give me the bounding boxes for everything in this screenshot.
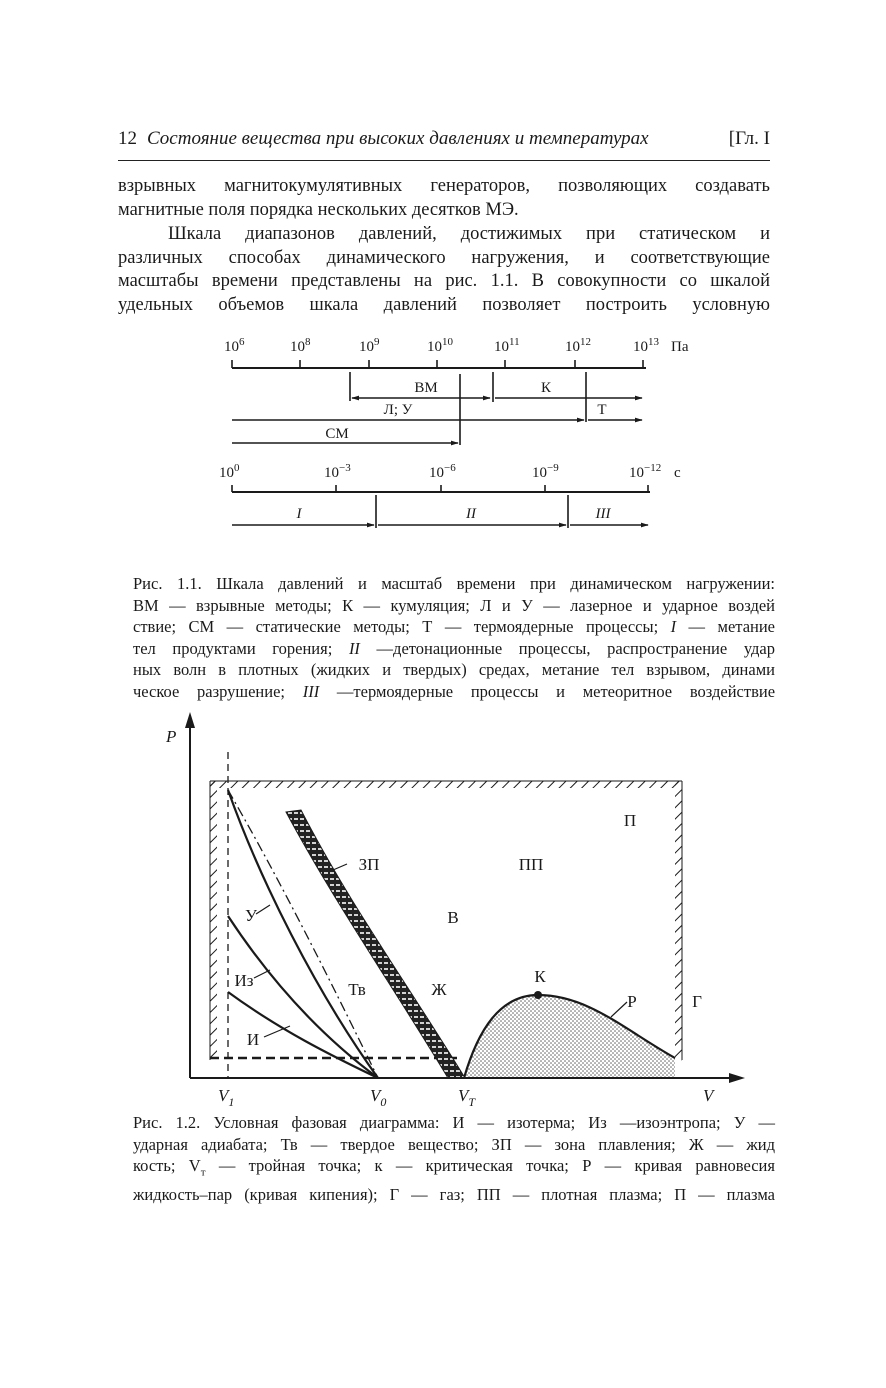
text-line: удельных объемов шкала давлений позволяет построить условную: [118, 294, 770, 315]
time-range-i: I: [296, 506, 302, 522]
liquid-vapour-dome: [464, 995, 675, 1078]
chapter-title: Состояние вещества при высоких давлениях и температурах: [147, 128, 649, 149]
label-critical: К: [534, 967, 546, 986]
label-isotherm: И: [246, 1030, 260, 1049]
range-label-t: Т: [597, 402, 607, 418]
label-v-region: В: [447, 908, 459, 927]
label-plasma: П: [623, 811, 637, 830]
caption-line: жидкость–пар (кривая кипения); Г — газ; ПП — плотная плазма; П — плазма: [133, 1184, 775, 1204]
pressure-tick-label: $10^6$: [224, 336, 245, 355]
range-label-sm: СМ: [325, 426, 349, 442]
v1-label: $V_1$: [218, 1086, 235, 1109]
range-label-vm: ВМ: [414, 380, 438, 396]
caption-line: ных волн в плотных (жидких и твердых) средах, метание тел взрывом, динами: [133, 660, 775, 679]
time-unit: с: [674, 465, 681, 481]
label-shock: У: [244, 906, 258, 925]
axis-v-label: V: [703, 1086, 714, 1105]
pressure-tick-label: $10^8$: [290, 336, 311, 355]
pressure-tick-label: $10^{12}$: [565, 336, 591, 355]
label-gas: Г: [692, 992, 702, 1011]
time-tick-label: $10^{-3}$: [324, 462, 351, 481]
time-range-iii: III: [595, 506, 611, 522]
caption-line: кость; $V_т$ — тройная точка; к — критическая точка; Р — кривая равновесия: [133, 1156, 775, 1179]
label-liquid: Ж: [431, 980, 447, 999]
pressure-tick-label: $10^{11}$: [494, 336, 520, 355]
critical-point: [534, 991, 542, 999]
figure-1-1: [0, 0, 886, 545]
figure-1-1-caption: [133, 573, 775, 702]
figure-1-2: [0, 700, 886, 1120]
pressure-unit: Па: [671, 339, 689, 355]
time-tick-label: $10^0$: [219, 462, 240, 481]
page-number: 12: [118, 128, 137, 149]
text-line: магнитные поля порядка нескольких десятков МЭ.: [118, 199, 519, 220]
label-isentrope: Из: [234, 971, 254, 990]
pressure-tick-label: $10^{13}$: [633, 336, 659, 355]
axis-p-label: P: [166, 727, 177, 746]
v0-label: $V_0$: [370, 1086, 387, 1109]
time-tick-label: $10^{-12}$: [629, 462, 662, 481]
figure-1-2-caption: [133, 1112, 775, 1205]
caption-line: тел продуктами горения; II —детонационные процессы, распространение удар: [133, 638, 775, 658]
time-tick-label: $10^{-6}$: [429, 462, 456, 481]
label-melting-zone: ЗП: [358, 855, 380, 874]
text-line: масштабы времени представлены на рис. 1.1. В совокупности со шкалой: [118, 271, 770, 291]
caption-line: ВМ — взрывные методы; К — кумуляция; Л и У — лазерное и ударное воздей: [133, 595, 775, 615]
label-boiling: Р: [627, 992, 637, 1011]
time-tick-label: $10^{-9}$: [532, 462, 559, 481]
text-line: различных способах динамического нагружения, и соответствующие: [118, 247, 770, 268]
caption-line: Рис. 1.1. Шкала давлений и масштаб времени при динамическом нагружении:: [133, 574, 775, 593]
caption-line: Рис. 1.2. Условная фазовая диаграмма: И — изотерма; Из —изоэнтропа; У —: [133, 1113, 775, 1132]
time-range-ii: II: [466, 506, 476, 522]
caption-line: ствие; СМ — статические методы; Т — термоядерные процессы; I — метание: [133, 617, 775, 636]
text-line: Шкала диапазонов давлений, достижимых при статическом и: [168, 224, 770, 244]
vt-label: $V_Т$: [458, 1086, 476, 1109]
text-line: взрывных магнитокумулятивных генераторов, позволяющих создавать: [118, 176, 770, 196]
chapter-number: [Гл. I: [728, 128, 770, 149]
caption-line: ческое разрушение; III —термоядерные процессы и метеоритное воздействие: [133, 681, 776, 701]
melting-zone-band: [286, 810, 465, 1078]
pressure-tick-label: $10^9$: [359, 336, 380, 355]
range-label-k: К: [540, 380, 552, 396]
range-label-lu: Л; У: [383, 402, 413, 418]
pressure-tick-label: $10^{10}$: [427, 336, 453, 355]
label-solid: Тв: [348, 980, 366, 999]
label-dense-plasma: ПП: [518, 855, 544, 874]
caption-line: ударная адиабата; Тв — твердое вещество; ЗП — зона плавления; Ж — жид: [133, 1134, 775, 1154]
